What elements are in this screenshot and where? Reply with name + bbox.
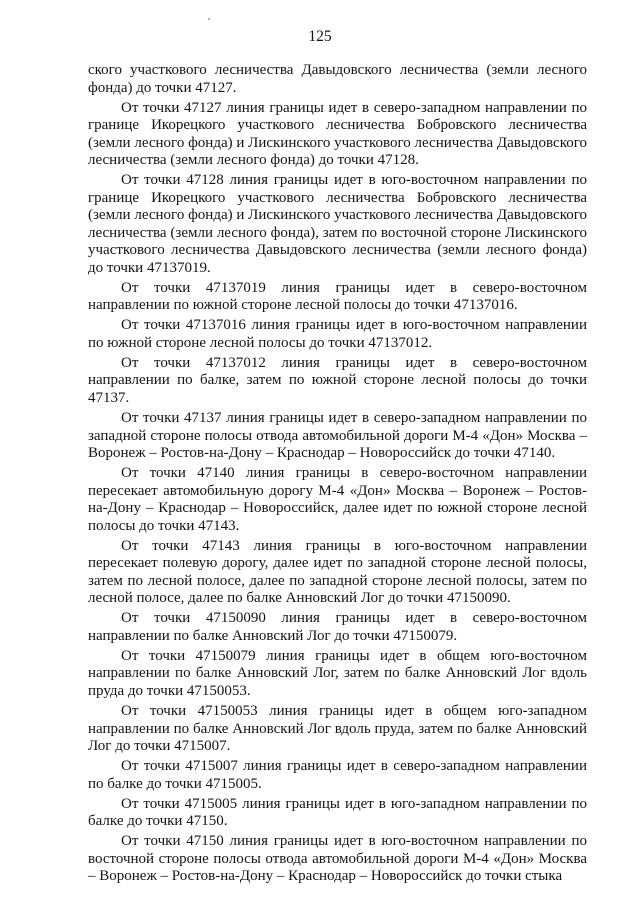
paragraph: От точки 47150090 линия границы идет в северо-восточном направлении по балке Анновский Лог до точки 47150079. bbox=[88, 610, 587, 644]
paragraph: От точки 47150053 линия границы идет в общем юго-западном направлении по балке Анновский Лог вдоль пруда, затем по балке Анновский Лог до точки 4715007. bbox=[88, 703, 587, 755]
paragraph: От точки 47140 линия границы в северо-восточном направлении пересекает автомобильную дорогу М-4 «Дон» Москва – Воронеж – Ростов-на-Дону – Краснодар – Новороссийск, далее идет по южной стороне лесной полосы до точки 47143. bbox=[88, 465, 587, 534]
paragraph: От точки 47137019 линия границы идет в северо-восточном направлении по южной стороне лесной полосы до точки 47137016. bbox=[88, 279, 587, 314]
page-number: 125 bbox=[308, 28, 332, 45]
paragraph: От точки 47150 линия границы идет в юго-восточном направлении по восточной стороне полосы отвода автомобильной дороги М-4 «Дон» Москва – Воронеж – Ростов-на-Дону – Краснодар – Новороссийск до точки стыка bbox=[88, 833, 587, 885]
paragraph: От точки 47137016 линия границы идет в юго-восточном направлении по южной стороне лесной полосы до точки 47137012. bbox=[88, 317, 587, 351]
paragraph: От точки 47127 линия границы идет в северо-западном направлении по границе Икорецкого участкового лесничества Бобровского лесничества (земли лесного фонда) и Лискинского участкового лесничества Давыдовского лесничества (земли лесного фонда) до точки 47128. bbox=[88, 99, 587, 169]
paragraph: От точки 4715007 линия границы идет в северо-западном направлении по балке до точки 4715005. bbox=[88, 758, 587, 792]
scan-speck bbox=[208, 18, 210, 20]
paragraph: От точки 47137012 линия границы идет в северо-восточном направлении по балке, затем по южной стороне лесной полосы до точки 47137. bbox=[88, 354, 587, 406]
paragraph: От точки 47137 линия границы идет в северо-западном направлении по западной стороне полосы отвода автомобильной дороги М-4 «Дон» Москва – Воронеж – Ростов-на-Дону – Краснодар – Новороссийск до точки 47140. bbox=[88, 410, 587, 462]
paragraph: От точки 47150079 линия границы идет в общем юго-восточном направлении по балке Анновский Лог, затем по балке Анновский Лог вдоль пруда до точки 47150053. bbox=[88, 647, 587, 699]
paragraph: От точки 47128 линия границы идет в юго-восточном направлении по границе Икорецкого участкового лесничества Бобровского лесничества (земли лесного фонда) и Лискинского участкового лесничества Давыдовского лесничества (земли лесного фонда), затем по восточной стороне Лискинского участкового лесничества Давыдовского лесничества (земли лесного фонда) до точки 47137019. bbox=[88, 172, 587, 276]
paragraph: От точки 47143 линия границы в юго-восточном направлении пересекает полевую дорогу, далее идет по западной стороне лесной полосы, затем по лесной полосе, далее по западной стороне лесной полосы, затем по лесной полосе, далее по балке Анновский Лог до точки 47150090. bbox=[88, 537, 587, 607]
paragraph: ского участкового лесничества Давыдовского лесничества (земли лесного фонда) до точки 47127. bbox=[88, 62, 587, 96]
document-body bbox=[88, 62, 587, 886]
paragraph: От точки 4715005 линия границы идет в юго-западном направлении по балке до точки 47150. bbox=[88, 795, 587, 830]
